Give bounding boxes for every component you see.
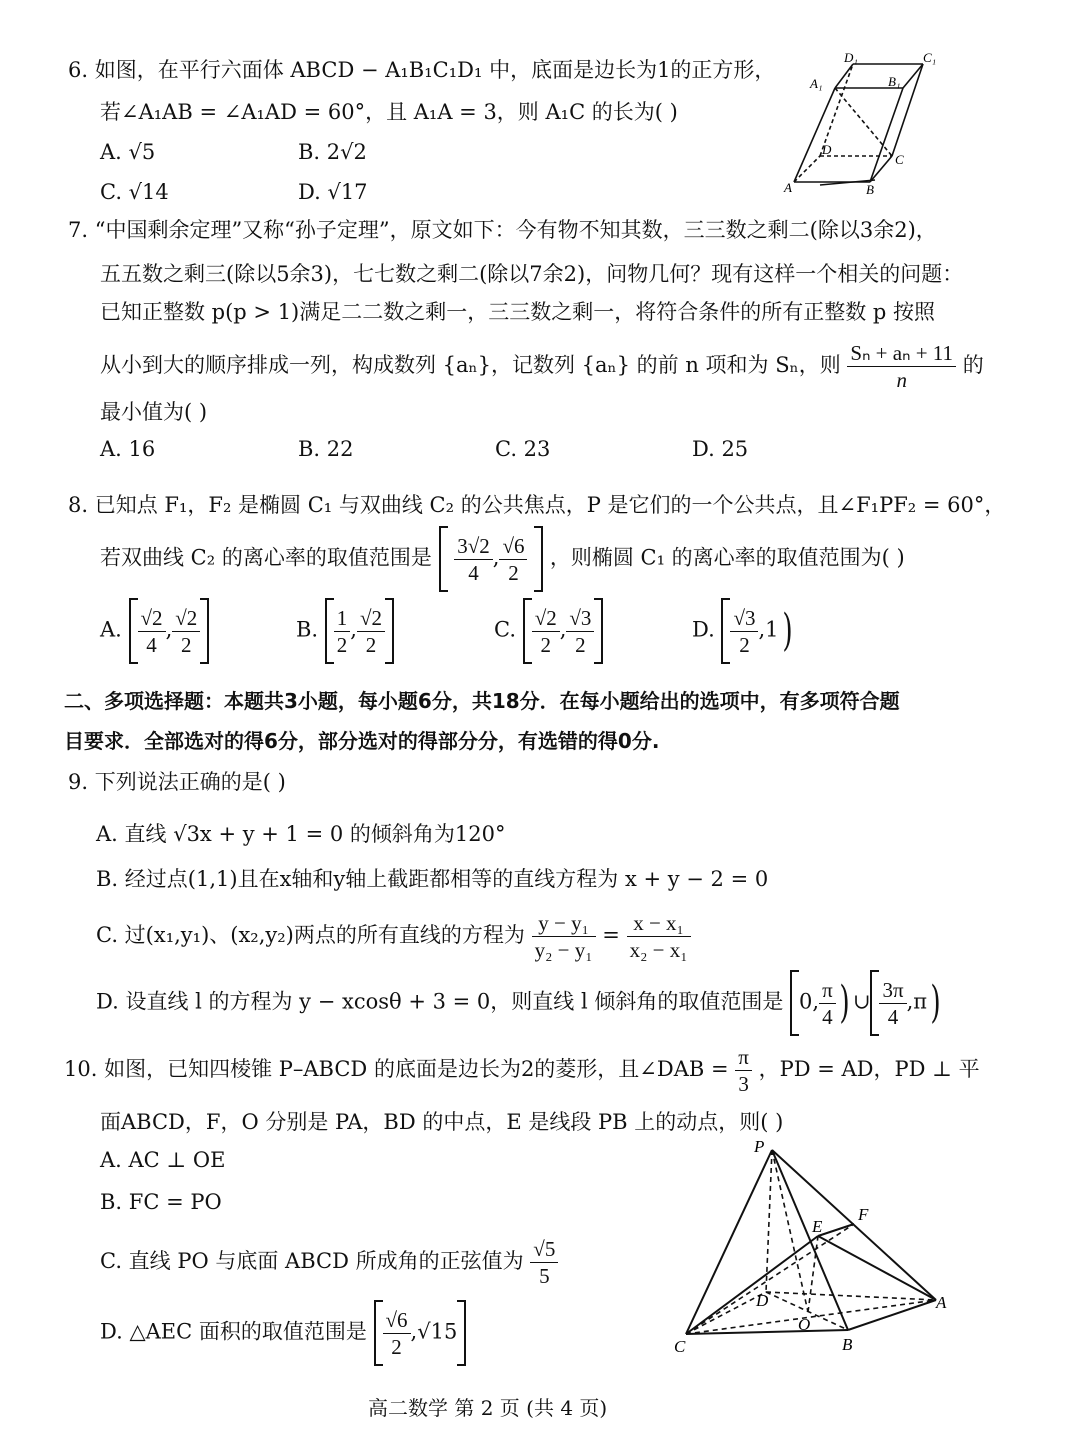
q7-line5: 最小值为( ): [100, 400, 208, 424]
q10-option-d-text: D. △AEC 面积的取值范围是: [100, 1319, 367, 1344]
q6-option-a: A. √5: [100, 140, 156, 164]
q9-d-r1a: 0,: [799, 989, 820, 1014]
q7-option-c: C. 23: [495, 437, 551, 461]
q8-a-n2: √2: [172, 605, 200, 632]
label-b: B: [866, 182, 874, 197]
q8-range-b-den: 2: [508, 560, 519, 585]
parallelepiped-figure: [780, 48, 950, 198]
q8-option-a: A. $\frac{√2}{4}$ , $\frac{√2}{2}$: [100, 598, 209, 664]
q9-c-d2: x₂ − x₁: [629, 938, 688, 962]
q9-option-d-text: D. 设直线 l 的方程为 y − xcosθ + 3 = 0，则直线 l 倾斜角的取值范围是: [96, 989, 784, 1014]
q9-d-frac1: [819, 977, 836, 1030]
q6-option-b: B. 2√2: [298, 140, 367, 164]
q7-line4: [100, 340, 984, 393]
q6-line2: 若∠A₁AB = ∠A₁AD = 60°，且 A₁A = 3，则 A₁C 的长为( ): [100, 100, 678, 124]
label-e: E: [812, 1217, 823, 1236]
q10-c-den: 5: [539, 1264, 550, 1288]
label-c: C: [674, 1337, 686, 1356]
q8-range-a-den: 4: [468, 560, 479, 585]
q9-option-c-text: C. 过(x₁,y₁)、(x₂,y₂)两点的所有直线的方程为: [96, 923, 525, 947]
q9-d-r2n: 3π: [879, 977, 906, 1004]
label-d: D: [822, 142, 832, 157]
q10-line1: [64, 1044, 980, 1097]
right-paren: ): [839, 977, 850, 1028]
q8-option-d: [692, 598, 796, 664]
q8-option-a-label: A.: [100, 617, 122, 642]
q8-option-c: C. $\frac{√2}{2}$ , $\frac{√3}{2}$: [494, 598, 603, 664]
q9-d-frac2: [879, 977, 906, 1030]
section2-line2: 目要求．全部选对的得6分，部分选对的得部分分，有选错的得0分.: [64, 729, 660, 753]
q9-c-eq: =: [602, 923, 620, 947]
q9-d-r2d: 4: [887, 1004, 899, 1029]
q8-range-a-num: 3√2: [454, 533, 493, 560]
q9-option-a: A. 直线 √3x + y + 1 = 0 的倾斜角为120°: [96, 822, 506, 846]
q7-option-d: D. 25: [692, 437, 749, 461]
q8-c-d1: 2: [540, 632, 551, 657]
left-bracket: [439, 526, 448, 592]
q8-line2: 若双曲线 C₂ 的离心率的取值范围是 $\frac{3√2}{4}$ , $\frac{√6}{2}$ ，则椭圆 C₁ 的离心率的取值范围为( ): [100, 526, 905, 592]
right-bracket: [594, 598, 603, 664]
q8-c-d2: 2: [575, 632, 586, 657]
q9-c-n2: x − x₁: [627, 910, 691, 937]
q9-option-b: B. 经过点(1,1)且在x轴和y轴上截距都相等的直线方程为 x + y − 2 = 0: [96, 867, 769, 891]
label-p: P: [754, 1137, 765, 1156]
q6-option-d: D. √17: [298, 180, 368, 204]
q8-a-f2: [172, 605, 200, 658]
q8-option-c-label: C.: [494, 617, 516, 642]
label-b: B: [842, 1335, 853, 1354]
q10-line1-tail: ，PD = AD，PD ⊥ 平: [758, 1057, 980, 1081]
q10-option-c: [100, 1236, 558, 1289]
q8-c-f2: [566, 605, 594, 658]
q8-range-b-num: √6: [499, 533, 527, 560]
q7-line4-text: 从小到大的顺序排成一列，构成数列 {aₙ}，记数列 {aₙ} 的前 n 项和为 Sₙ，则: [100, 353, 841, 377]
q8-option-d-label: D.: [692, 617, 715, 642]
q8-line1: 8. 已知点 F₁，F₂ 是椭圆 C₁ 与双曲线 C₂ 的公共焦点，P 是它们的一个公共点，且∠F₁PF₂ = 60°，: [68, 493, 1006, 517]
section2-line1: 二、多项选择题：本题共3小题，每小题6分，共18分．在每小题给出的选项中，有多项符合题: [64, 689, 900, 713]
q10-d-tail: ,√15: [410, 1319, 458, 1344]
right-paren: ): [781, 605, 793, 656]
q10-option-a: A. AC ⊥ OE: [100, 1148, 226, 1172]
q7-frac-num: Sₙ + aₙ + 11: [847, 340, 956, 367]
q9-d-r2b: ,π: [906, 989, 928, 1014]
left-bracket: [129, 598, 138, 664]
q8-d-tail: ,1: [758, 617, 779, 642]
q8-b-f1: [334, 605, 351, 658]
q9-c-frac1: [532, 910, 596, 963]
q9-stem: 9. 下列说法正确的是( ): [68, 770, 286, 794]
q8-range-b: [499, 533, 527, 586]
label-a: A: [784, 180, 792, 195]
q9-d-r1d: 4: [822, 1004, 833, 1029]
left-bracket: [523, 598, 532, 664]
q6-line1: 6. 如图，在平行六面体 ABCD − A₁B₁C₁D₁ 中，底面是边长为1的正方形，: [68, 58, 776, 82]
label-d1: D₁: [844, 50, 858, 65]
right-bracket: [200, 598, 209, 664]
label-f: F: [858, 1205, 869, 1224]
q10-c-num: √5: [530, 1236, 558, 1263]
q9-d-union: ∪: [852, 989, 871, 1014]
q10-d-num: √6: [383, 1307, 411, 1334]
pyramid-figure: [668, 1132, 968, 1364]
q8-range-a: [454, 533, 493, 586]
q10-option-d: [100, 1300, 466, 1366]
q9-option-d: [96, 970, 944, 1036]
q10-angle-num: π: [735, 1044, 752, 1071]
q8-b-n2: √2: [357, 605, 385, 632]
q9-c-n1: y − y₁: [532, 910, 596, 937]
q7-line1: 7. “中国剩余定理”又称“孙子定理”，原文如下：今有物不知其数，三三数之剩二(除以3余2)，: [68, 218, 937, 242]
label-d: D: [756, 1291, 769, 1310]
q8-option-b: B. $\frac{1}{2}$ , $\frac{√2}{2}$: [296, 598, 394, 664]
q7-line4-tail: 的: [962, 353, 984, 377]
right-bracket: [534, 526, 543, 592]
q10-angle: [735, 1044, 752, 1097]
q7-fraction: [847, 340, 956, 393]
q8-c-f1: [532, 605, 560, 658]
left-bracket: [325, 598, 334, 664]
q10-line1-text: 10. 如图，已知四棱锥 P–ABCD 的底面是边长为2的菱形，且∠DAB =: [64, 1057, 729, 1081]
right-paren: ): [930, 977, 941, 1028]
q7-frac-den: n: [896, 368, 907, 392]
q9-option-c: [96, 910, 691, 963]
q8-a-n1: √2: [138, 605, 166, 632]
q8-b-n1: 1: [334, 605, 351, 632]
left-bracket: [374, 1300, 383, 1366]
q8-d-n1: √3: [730, 605, 758, 632]
q10-line2: 面ABCD，F，O 分别是 PA，BD 的中点，E 是线段 PB 上的动点，则( ): [100, 1110, 784, 1134]
q8-b-f2: [357, 605, 385, 658]
page-footer: 高二数学 第 2 页 (共 4 页): [368, 1396, 608, 1420]
q8-c-n1: √2: [532, 605, 560, 632]
q7-option-a: A. 16: [100, 437, 156, 461]
label-c1: C₁: [923, 50, 937, 65]
q8-line2-tail: ，则椭圆 C₁ 的离心率的取值范围为( ): [549, 545, 905, 570]
q8-a-d2: 2: [181, 632, 192, 657]
q8-a-d1: 4: [146, 632, 157, 657]
q9-d-r1n: π: [819, 977, 836, 1004]
q6-option-c: C. √14: [100, 180, 169, 204]
q8-b-d2: 2: [365, 632, 377, 657]
q7-line3: 已知正整数 p(p > 1)满足二二数之剩一，三三数之剩一，将符合条件的所有正整数 p 按照: [100, 300, 936, 324]
q10-angle-den: 3: [738, 1072, 749, 1096]
q10-option-c-text: C. 直线 PO 与底面 ABCD 所成角的正弦值为: [100, 1249, 524, 1273]
q9-c-frac2: [627, 910, 691, 963]
q9-c-d1: y₂ − y₁: [534, 938, 593, 962]
q8-option-b-label: B.: [296, 617, 319, 642]
q8-d-d1: 2: [739, 632, 750, 657]
label-b1: B₁: [888, 74, 901, 89]
label-c: C: [895, 152, 904, 167]
left-bracket: [870, 970, 879, 1036]
q8-b-d1: 2: [336, 632, 348, 657]
q10-d-frac: [383, 1307, 411, 1360]
q10-c-frac: [530, 1236, 558, 1289]
q7-option-b: B. 22: [298, 437, 354, 461]
left-bracket: [790, 970, 799, 1036]
right-bracket: [457, 1300, 466, 1366]
right-bracket: [385, 598, 394, 664]
q8-c-n2: √3: [566, 605, 594, 632]
q8-d-f1: [730, 605, 758, 658]
q7-line2: 五五数之剩三(除以5余3)，七七数之剩二(除以7余2)，问物几何？现有这样一个相关的问题：: [100, 262, 964, 286]
label-a1: A₁: [810, 76, 823, 91]
q10-d-den: 2: [391, 1334, 402, 1359]
q8-a-f1: [138, 605, 166, 658]
label-o: O: [798, 1315, 811, 1334]
q10-option-b: B. FC = PO: [100, 1190, 222, 1214]
left-bracket: [721, 598, 730, 664]
label-a: A: [936, 1293, 947, 1312]
q8-line2-text: 若双曲线 C₂ 的离心率的取值范围是: [100, 545, 432, 570]
